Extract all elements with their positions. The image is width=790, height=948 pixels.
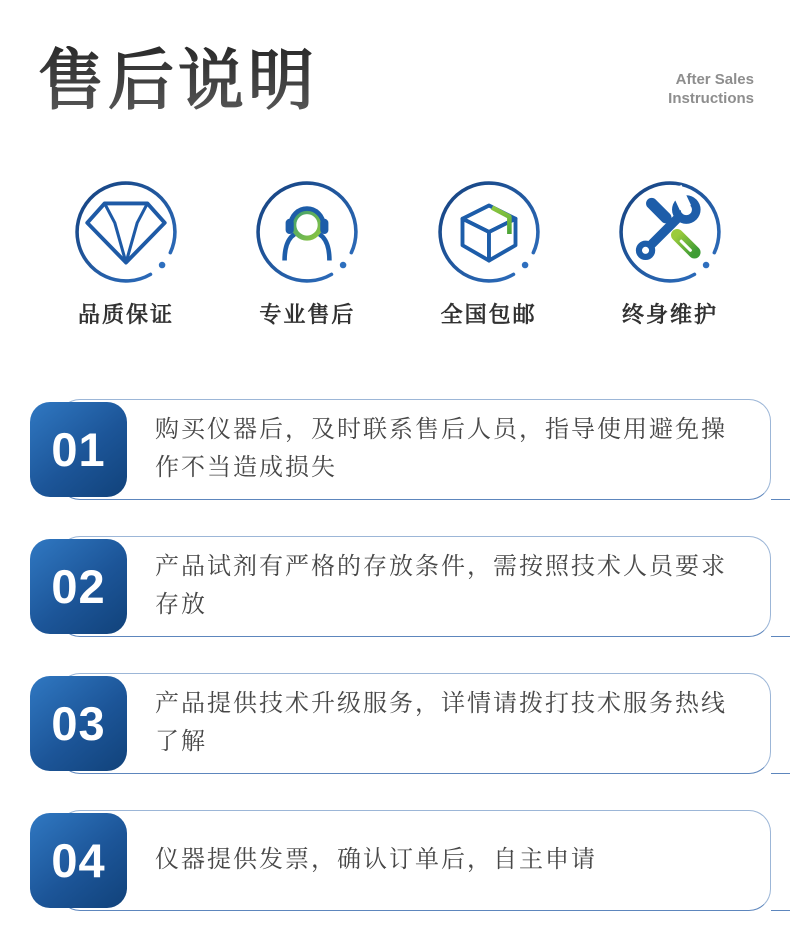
- feature-aftersales: [237, 179, 377, 329]
- feature-row: [0, 179, 790, 329]
- tools-icon: [617, 179, 723, 285]
- feature-label: 品质保证: [77, 301, 174, 327]
- header: [0, 0, 790, 119]
- service-item-row-2: [0, 536, 790, 637]
- feature-label: 终身维护: [621, 301, 718, 327]
- item-number-badge: 04: [30, 813, 127, 908]
- diamond-icon: [73, 179, 179, 285]
- item-text: 购买仪器后，及时联系售后人员，指导使用避免操作不当造成损失: [155, 416, 727, 482]
- item-text: 仪器提供发票，确认订单后，自主申请: [155, 846, 597, 874]
- service-item-row-4: [0, 810, 790, 911]
- feature-shipping: [419, 179, 559, 329]
- feature-label: 专业售后: [259, 301, 356, 327]
- service-item-row-3: [0, 673, 790, 774]
- item-text: 产品提供技术升级服务，详情请拨打技术服务热线了解: [155, 690, 727, 756]
- page-title: 售后说明: [38, 45, 318, 118]
- item-card: [58, 536, 771, 637]
- item-card: [58, 399, 771, 500]
- service-items: [0, 399, 790, 911]
- headset-agent-icon: [254, 179, 360, 285]
- item-card: [58, 673, 771, 774]
- item-text: 产品试剂有严格的存放条件，需按照技术人员要求存放: [155, 553, 727, 619]
- package-box-icon: [436, 179, 542, 285]
- item-number-badge: 02: [30, 539, 127, 634]
- item-number-badge: 01: [30, 402, 127, 497]
- feature-maintenance: [600, 179, 740, 329]
- item-number-badge: 03: [30, 676, 127, 771]
- service-item-row-1: [0, 399, 790, 500]
- page-subtitle-english: After Sales Instructions: [668, 71, 754, 107]
- feature-quality: [56, 179, 196, 329]
- feature-label: 全国包邮: [440, 301, 537, 327]
- item-card: [58, 810, 771, 911]
